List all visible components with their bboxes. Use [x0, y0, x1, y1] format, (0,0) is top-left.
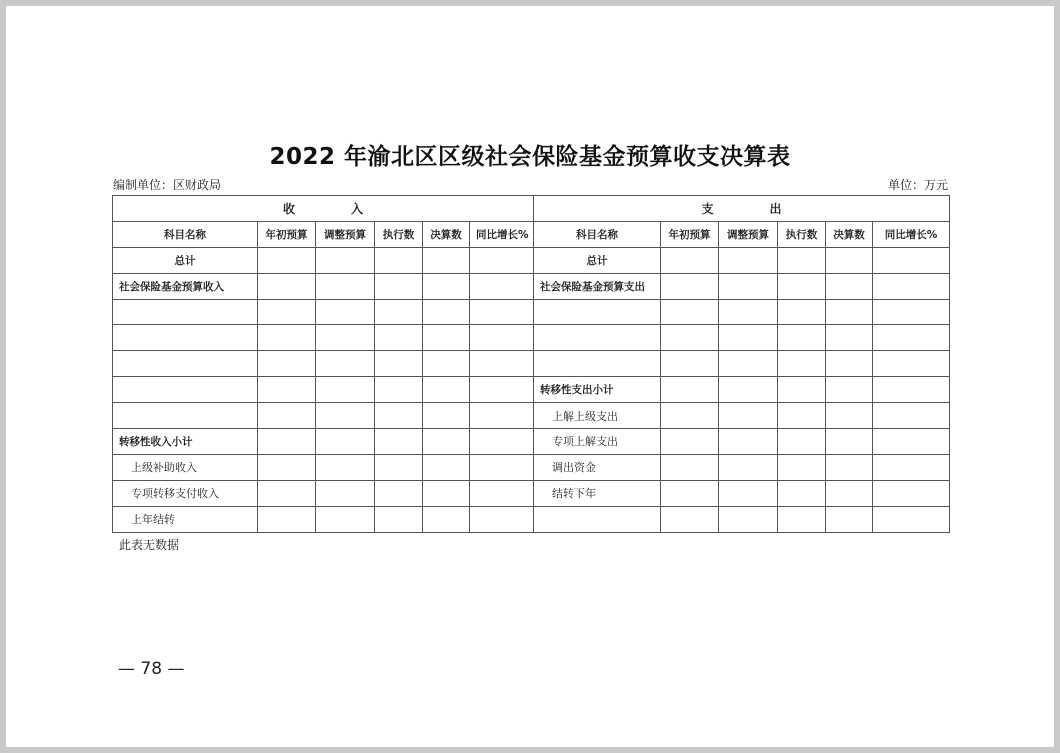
- table-row: [113, 273, 950, 299]
- expense-item: [534, 506, 661, 532]
- income-item: 上年结转: [113, 506, 258, 532]
- table-row: [113, 429, 950, 455]
- income-item: [113, 299, 258, 325]
- income-item: [113, 325, 258, 351]
- income-item: [113, 377, 258, 403]
- expense-item: [534, 299, 661, 325]
- expense-item: 上解上级支出: [534, 403, 661, 429]
- table-row: [113, 325, 950, 351]
- income-item: 转移性收入小计: [113, 429, 258, 455]
- col-header-executed: 执行数: [375, 221, 423, 247]
- col-header-adjusted-budget: 调整预算: [316, 221, 375, 247]
- expense-item: [534, 351, 661, 377]
- table-row: [113, 377, 950, 403]
- expense-section-header: 支出: [534, 196, 950, 222]
- expense-item: 转移性支出小计: [534, 377, 661, 403]
- income-section-header: 收入: [113, 196, 534, 222]
- income-item: [113, 351, 258, 377]
- budget-table: [112, 195, 950, 533]
- table-row: [113, 247, 950, 273]
- expense-item: 总计: [534, 247, 661, 273]
- col-header-item-name: 科目名称: [534, 221, 661, 247]
- expense-item: 社会保险基金预算支出: [534, 273, 661, 299]
- col-header-final: 决算数: [423, 221, 470, 247]
- col-header-yoy-growth: 同比增长%: [470, 221, 534, 247]
- income-item: 总计: [113, 247, 258, 273]
- table-row: [113, 454, 950, 480]
- expense-item: [534, 325, 661, 351]
- page-number: — 78 —: [118, 659, 185, 679]
- table-row: [113, 299, 950, 325]
- section-header-row: [113, 196, 950, 222]
- col-header-initial-budget: 年初预算: [661, 221, 719, 247]
- income-item: [113, 403, 258, 429]
- compiling-unit: 编制单位：区财政局: [113, 178, 222, 192]
- col-header-executed: 执行数: [778, 221, 826, 247]
- currency-unit: 单位：万元: [887, 178, 948, 192]
- col-header-final: 决算数: [826, 221, 873, 247]
- income-item: 专项转移支付收入: [113, 480, 258, 506]
- table-row: [113, 480, 950, 506]
- table-row: [113, 506, 950, 532]
- expense-item: 专项上解支出: [534, 429, 661, 455]
- income-item: 社会保险基金预算收入: [113, 273, 258, 299]
- col-header-initial-budget: 年初预算: [258, 221, 316, 247]
- page-title: 2022 年渝北区区级社会保险基金预算收支决算表: [269, 144, 791, 170]
- table-row: [113, 351, 950, 377]
- column-header-row: [113, 221, 950, 247]
- expense-item: 调出资金: [534, 454, 661, 480]
- expense-item: 结转下年: [534, 480, 661, 506]
- col-header-adjusted-budget: 调整预算: [719, 221, 778, 247]
- col-header-yoy-growth: 同比增长%: [873, 221, 950, 247]
- col-header-item-name: 科目名称: [113, 221, 258, 247]
- no-data-note: 此表无数据: [119, 538, 180, 552]
- income-item: 上级补助收入: [113, 454, 258, 480]
- table-row: [113, 403, 950, 429]
